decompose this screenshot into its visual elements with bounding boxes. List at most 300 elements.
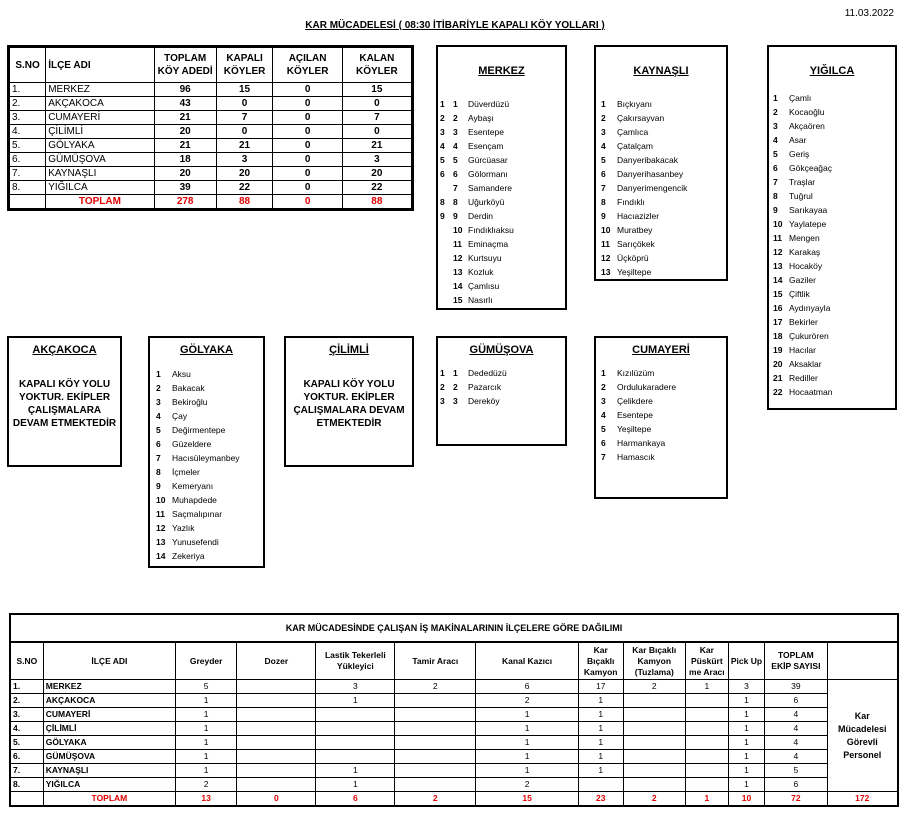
list-item — [773, 133, 895, 147]
village-name: Hacılar — [789, 345, 816, 355]
list-item — [601, 167, 726, 181]
item-index-a — [440, 223, 453, 237]
mh-pickup: Pick Up — [728, 643, 765, 680]
village-name: Aksaklar — [789, 359, 822, 369]
machines-header-row — [11, 643, 897, 680]
village-name: Düverdüzü — [468, 99, 510, 109]
total-sno — [9, 195, 46, 210]
village-name: Yeşiltepe — [617, 424, 652, 434]
item-index: 12 — [601, 253, 611, 263]
item-index-a: 9 — [440, 211, 445, 221]
village-name: Çamlıca — [617, 127, 649, 137]
machines-cell: 4 — [765, 722, 827, 736]
list-item — [773, 329, 895, 343]
machines-total-cell: 6 — [316, 792, 395, 806]
list-item — [601, 394, 726, 408]
item-index-a: 3 — [440, 127, 445, 137]
item-index: 4 — [453, 141, 458, 151]
machines-cell — [685, 750, 728, 764]
item-index: 7 — [601, 452, 606, 462]
machines-total-cell: 1 — [685, 792, 728, 806]
mh-snow-blower: Kar Püskürt me Aracı — [685, 643, 728, 680]
item-index: 11 — [601, 239, 610, 249]
report-date: 11.03.2022 — [844, 8, 894, 19]
district-message-akcakoca: KAPALI KÖY YOLU YOKTUR. EKİPLER ÇALIŞMALARA DEVAM ETMEKTEDİR — [12, 379, 117, 429]
district-box-akcakoca — [7, 336, 122, 467]
list-item — [440, 139, 565, 153]
list-item — [773, 119, 895, 133]
item-index-a — [440, 237, 453, 251]
machines-cell — [623, 778, 685, 792]
summary-header-row — [9, 47, 413, 83]
village-name: Çatalçam — [617, 141, 653, 151]
list-item — [440, 97, 565, 111]
village-name: Çamlısu — [468, 281, 500, 291]
item-index-a: 3 — [440, 396, 445, 406]
list-item — [440, 279, 565, 293]
machines-cell — [685, 708, 728, 722]
machines-cell: 1 — [728, 708, 765, 722]
village-name: Dereköy — [468, 396, 500, 406]
list-item — [773, 105, 895, 119]
machines-cell — [623, 764, 685, 778]
village-list-kaynasli — [596, 97, 726, 279]
row-district: AKÇAKOCA — [46, 97, 154, 111]
machines-cell: CUMAYERİ — [43, 708, 175, 722]
item-index: 7 — [773, 177, 778, 187]
row-total: 21 — [154, 139, 216, 153]
item-index: 7 — [156, 453, 161, 463]
list-item — [601, 125, 726, 139]
row-district: KAYNAŞLI — [46, 167, 154, 181]
row-sno: 1. — [9, 83, 46, 97]
row-district: GÖLYAKA — [46, 139, 154, 153]
summary-row — [9, 181, 413, 195]
row-remaining: 15 — [342, 83, 412, 97]
list-item — [601, 195, 726, 209]
row-total: 43 — [154, 97, 216, 111]
row-closed: 0 — [216, 97, 273, 111]
machines-cell: 39 — [765, 680, 827, 694]
row-sno: 2. — [9, 97, 46, 111]
machines-cell: 6 — [476, 680, 578, 694]
item-index: 2 — [453, 382, 458, 392]
list-item — [773, 217, 895, 231]
machines-cell: 1 — [728, 736, 765, 750]
machines-cell: 4 — [765, 750, 827, 764]
village-name: Bekirler — [789, 317, 818, 327]
list-item — [440, 167, 565, 181]
village-name: Hacıazizler — [617, 211, 660, 221]
row-opened: 0 — [273, 167, 342, 181]
row-opened: 0 — [273, 97, 342, 111]
item-index: 14 — [773, 275, 783, 285]
list-item — [773, 147, 895, 161]
village-name: Hocaatman — [789, 387, 833, 397]
machines-total-cell: 172 — [827, 792, 897, 806]
district-box-kaynasli — [594, 45, 728, 281]
item-index-a — [440, 265, 453, 279]
village-name: Hacısüleymanbey — [172, 453, 240, 463]
item-index: 4 — [601, 410, 606, 420]
row-opened: 0 — [273, 83, 342, 97]
header-remaining-villages: KALAN KÖYLER — [342, 47, 412, 83]
machines-cell — [395, 764, 476, 778]
total-closed: 88 — [216, 195, 273, 210]
list-item — [156, 493, 263, 507]
item-index-a — [440, 293, 453, 307]
item-index: 6 — [156, 439, 161, 449]
row-opened: 0 — [273, 139, 342, 153]
row-total: 20 — [154, 167, 216, 181]
village-name: Kurtsuyu — [468, 253, 502, 263]
machines-cell — [623, 722, 685, 736]
row-total: 39 — [154, 181, 216, 195]
district-box-gumusova — [436, 336, 567, 446]
village-name: Gaziler — [789, 275, 816, 285]
village-name: Ordulukaradere — [617, 382, 677, 392]
village-name: Esentepe — [617, 410, 653, 420]
table-row — [11, 694, 897, 708]
list-item — [156, 367, 263, 381]
list-item — [773, 371, 895, 385]
machines-cell: AKÇAKOCA — [43, 694, 175, 708]
village-name: Fındıklı — [617, 197, 645, 207]
machines-cell — [316, 722, 395, 736]
list-item — [440, 380, 565, 394]
list-item — [156, 395, 263, 409]
machines-cell: 1 — [476, 764, 578, 778]
list-item — [440, 223, 565, 237]
village-name: Geriş — [789, 149, 810, 159]
machines-cell: 1 — [476, 736, 578, 750]
item-index: 3 — [601, 127, 606, 137]
village-name: Değirmentepe — [172, 425, 226, 435]
summary-row — [9, 97, 413, 111]
item-index: 20 — [773, 359, 783, 369]
machines-cell: 8. — [11, 778, 43, 792]
machines-cell: 4 — [765, 708, 827, 722]
machines-cell: 5. — [11, 736, 43, 750]
machines-cell: 1 — [176, 750, 237, 764]
total-opened: 0 — [273, 195, 342, 210]
machines-cell: 1 — [728, 764, 765, 778]
list-item — [440, 237, 565, 251]
list-item — [601, 408, 726, 422]
mh-wheel-loader: Lastik Tekerleli Yükleyici — [316, 643, 395, 680]
village-name: Sarıçökek — [617, 239, 655, 249]
machines-total-cell: 13 — [176, 792, 237, 806]
row-sno: 5. — [9, 139, 46, 153]
list-item — [440, 265, 565, 279]
item-index: 16 — [773, 303, 783, 313]
list-item — [156, 535, 263, 549]
machines-cell — [395, 778, 476, 792]
machines-cell: 1 — [476, 722, 578, 736]
total-label: TOPLAM — [46, 195, 154, 210]
district-title-akcakoca: AKÇAKOCA — [32, 344, 97, 356]
village-name: Rediller — [789, 373, 818, 383]
village-name: Çay — [172, 411, 188, 421]
list-item — [440, 394, 565, 408]
machines-cell: GÜMÜŞOVA — [43, 750, 175, 764]
mh-side-empty — [827, 643, 897, 680]
list-item — [773, 259, 895, 273]
village-name: Bakacak — [172, 383, 205, 393]
village-name: Danyerimengencik — [617, 183, 688, 193]
row-closed: 7 — [216, 111, 273, 125]
item-index: 4 — [773, 135, 778, 145]
list-item — [773, 301, 895, 315]
machines-cell: 1 — [316, 764, 395, 778]
row-district: YIĞILCA — [46, 181, 154, 195]
row-district: ÇİLİMLİ — [46, 125, 154, 139]
machines-cell: 1 — [728, 694, 765, 708]
item-index: 10 — [601, 225, 611, 235]
item-index: 4 — [156, 411, 161, 421]
list-item — [440, 195, 565, 209]
district-title-cilimli: ÇİLİMLİ — [329, 344, 369, 356]
list-item — [440, 293, 565, 307]
item-index: 13 — [601, 267, 611, 277]
item-index-a: 1 — [440, 368, 445, 378]
item-index: 2 — [773, 107, 778, 117]
machines-total-cell: 15 — [476, 792, 578, 806]
list-item — [440, 181, 565, 195]
machines-cell: 1 — [176, 694, 237, 708]
item-index-a: 4 — [440, 141, 445, 151]
machines-cell: 1 — [316, 694, 395, 708]
machines-cell: 3. — [11, 708, 43, 722]
machines-cell — [395, 736, 476, 750]
item-index: 5 — [453, 155, 458, 165]
machines-cell — [237, 750, 316, 764]
item-index: 1 — [601, 99, 606, 109]
village-name: İçmeler — [172, 467, 200, 477]
table-row — [11, 778, 897, 792]
item-index: 9 — [601, 211, 606, 221]
item-index: 12 — [156, 523, 166, 533]
list-item — [156, 507, 263, 521]
list-item — [773, 245, 895, 259]
list-item — [601, 380, 726, 394]
list-item — [156, 451, 263, 465]
row-opened: 0 — [273, 125, 342, 139]
row-sno: 6. — [9, 153, 46, 167]
mh-ditcher: Kanal Kazıcı — [476, 643, 578, 680]
village-name: Saçmalıpınar — [172, 509, 223, 519]
machines-cell: 1 — [578, 694, 623, 708]
machines-total-cell: 23 — [578, 792, 623, 806]
item-index-a: 2 — [440, 382, 445, 392]
summary-row — [9, 167, 413, 181]
item-index: 1 — [773, 93, 778, 103]
row-opened: 0 — [273, 111, 342, 125]
village-name: Güzeldere — [172, 439, 212, 449]
list-item — [601, 366, 726, 380]
list-item — [601, 223, 726, 237]
item-index: 6 — [773, 163, 778, 173]
machines-cell — [237, 722, 316, 736]
item-index: 13 — [156, 537, 166, 547]
summary-row — [9, 111, 413, 125]
machines-cell: 2 — [476, 778, 578, 792]
total-remaining: 88 — [342, 195, 412, 210]
machines-cell: 1 — [728, 778, 765, 792]
item-index: 2 — [601, 382, 606, 392]
village-name: Derdin — [468, 211, 494, 221]
row-sno: 8. — [9, 181, 46, 195]
item-index-a: 8 — [440, 197, 445, 207]
machines-cell: 3 — [316, 680, 395, 694]
row-closed: 20 — [216, 167, 273, 181]
machines-total-row — [11, 792, 897, 806]
item-index: 7 — [453, 183, 458, 193]
row-total: 18 — [154, 153, 216, 167]
list-item — [601, 450, 726, 464]
list-item — [601, 422, 726, 436]
village-name: Asar — [789, 135, 807, 145]
item-index: 11 — [453, 239, 462, 249]
machines-cell — [237, 778, 316, 792]
row-sno: 7. — [9, 167, 46, 181]
village-name: Esençam — [468, 141, 504, 151]
village-name: Harmankaya — [617, 438, 666, 448]
village-list-golyaka — [150, 367, 263, 563]
row-district: GÜMÜŞOVA — [46, 153, 154, 167]
side-personnel-label: Kar Mücadelesi Görevli Personel — [827, 680, 897, 792]
item-index: 4 — [601, 141, 606, 151]
machines-cell — [685, 736, 728, 750]
mh-grader: Greyder — [176, 643, 237, 680]
item-index: 13 — [453, 267, 463, 277]
list-item — [773, 161, 895, 175]
item-index: 3 — [156, 397, 161, 407]
village-name: Çamlı — [789, 93, 812, 103]
machines-cell — [395, 750, 476, 764]
machines-total-cell: 0 — [237, 792, 316, 806]
village-name: Aydınyayla — [789, 303, 831, 313]
machines-total-cell: 2 — [623, 792, 685, 806]
row-remaining: 0 — [342, 97, 412, 111]
row-closed: 21 — [216, 139, 273, 153]
list-item — [773, 287, 895, 301]
machines-cell: 1 — [728, 722, 765, 736]
machines-cell — [237, 694, 316, 708]
item-index: 9 — [156, 481, 161, 491]
item-index: 14 — [453, 281, 463, 291]
list-item — [601, 251, 726, 265]
machines-cell — [395, 722, 476, 736]
machines-cell: 5 — [765, 764, 827, 778]
list-item — [601, 237, 726, 251]
machines-cell — [395, 694, 476, 708]
village-name: Bekiroğlu — [172, 397, 208, 407]
village-name: Sarıkayaa — [789, 205, 828, 215]
district-title-cumayeri: CUMAYERİ — [632, 344, 690, 356]
summary-row — [9, 153, 413, 167]
row-remaining: 22 — [342, 181, 412, 195]
machines-cell: 1 — [728, 750, 765, 764]
summary-table — [7, 45, 414, 211]
district-box-yigilca — [767, 45, 897, 410]
district-message-cilimli: KAPALI KÖY YOLU YOKTUR. EKİPLER ÇALIŞMALARA DEVAM ETMEKTEDİR — [293, 379, 405, 429]
mh-plow-truck: Kar Bıçaklı Kamyon — [578, 643, 623, 680]
village-name: Kocaoğlu — [789, 107, 825, 117]
village-name: Muratbey — [617, 225, 653, 235]
list-item — [156, 521, 263, 535]
village-name: Kemeryanı — [172, 481, 214, 491]
mh-total-teams: TOPLAM EKİP SAYISI — [765, 643, 827, 680]
total-villages: 278 — [154, 195, 216, 210]
machines-cell — [623, 750, 685, 764]
village-name: Gürcüasar — [468, 155, 508, 165]
header-total-villages: TOPLAM KÖY ADEDİ — [154, 47, 216, 83]
village-name: Aybaşı — [468, 113, 494, 123]
machines-cell: 1 — [578, 722, 623, 736]
row-opened: 0 — [273, 181, 342, 195]
item-index: 10 — [773, 219, 783, 229]
item-index: 8 — [601, 197, 606, 207]
list-item — [773, 315, 895, 329]
item-index: 6 — [601, 438, 606, 448]
village-name: Danyerihasanbey — [617, 169, 684, 179]
machines-total-cell: 10 — [728, 792, 765, 806]
machines-cell: 2. — [11, 694, 43, 708]
item-index: 13 — [773, 261, 783, 271]
village-name: Çukurören — [789, 331, 829, 341]
item-index: 3 — [453, 396, 458, 406]
row-remaining: 3 — [342, 153, 412, 167]
item-index-a: 1 — [440, 99, 445, 109]
district-title-yigilca: YIĞILCA — [809, 65, 855, 77]
district-box-merkez — [436, 45, 567, 310]
row-sno: 4. — [9, 125, 46, 139]
machines-cell: 1 — [176, 764, 237, 778]
item-index: 5 — [773, 149, 778, 159]
item-index: 2 — [156, 383, 161, 393]
item-index: 7 — [601, 183, 606, 193]
item-index: 5 — [601, 155, 606, 165]
item-index: 12 — [773, 247, 783, 257]
item-index: 2 — [453, 113, 458, 123]
machines-cell: 6 — [765, 694, 827, 708]
machines-table — [11, 642, 897, 805]
machines-cell: 6 — [765, 778, 827, 792]
header-opened-villages: AÇILAN KÖYLER — [273, 47, 342, 83]
item-index: 6 — [453, 169, 458, 179]
item-index: 21 — [773, 373, 783, 383]
list-item — [773, 273, 895, 287]
village-name: Çiftlik — [789, 289, 810, 299]
item-index: 22 — [773, 387, 783, 397]
village-name: Fındıklıaksu — [468, 225, 514, 235]
machines-cell — [685, 778, 728, 792]
machines-cell — [395, 708, 476, 722]
machines-cell — [316, 708, 395, 722]
village-name: Tuğrul — [789, 191, 813, 201]
district-title-golyaka: GÖLYAKA — [180, 344, 233, 356]
machines-cell — [623, 708, 685, 722]
list-item — [773, 91, 895, 105]
village-name: Esentepe — [468, 127, 504, 137]
machines-cell — [685, 694, 728, 708]
machines-total-cell: 72 — [765, 792, 827, 806]
list-item — [440, 111, 565, 125]
header-district: İLÇE ADI — [46, 47, 154, 83]
village-name: Zekeriya — [172, 551, 205, 561]
item-index: 1 — [453, 99, 458, 109]
